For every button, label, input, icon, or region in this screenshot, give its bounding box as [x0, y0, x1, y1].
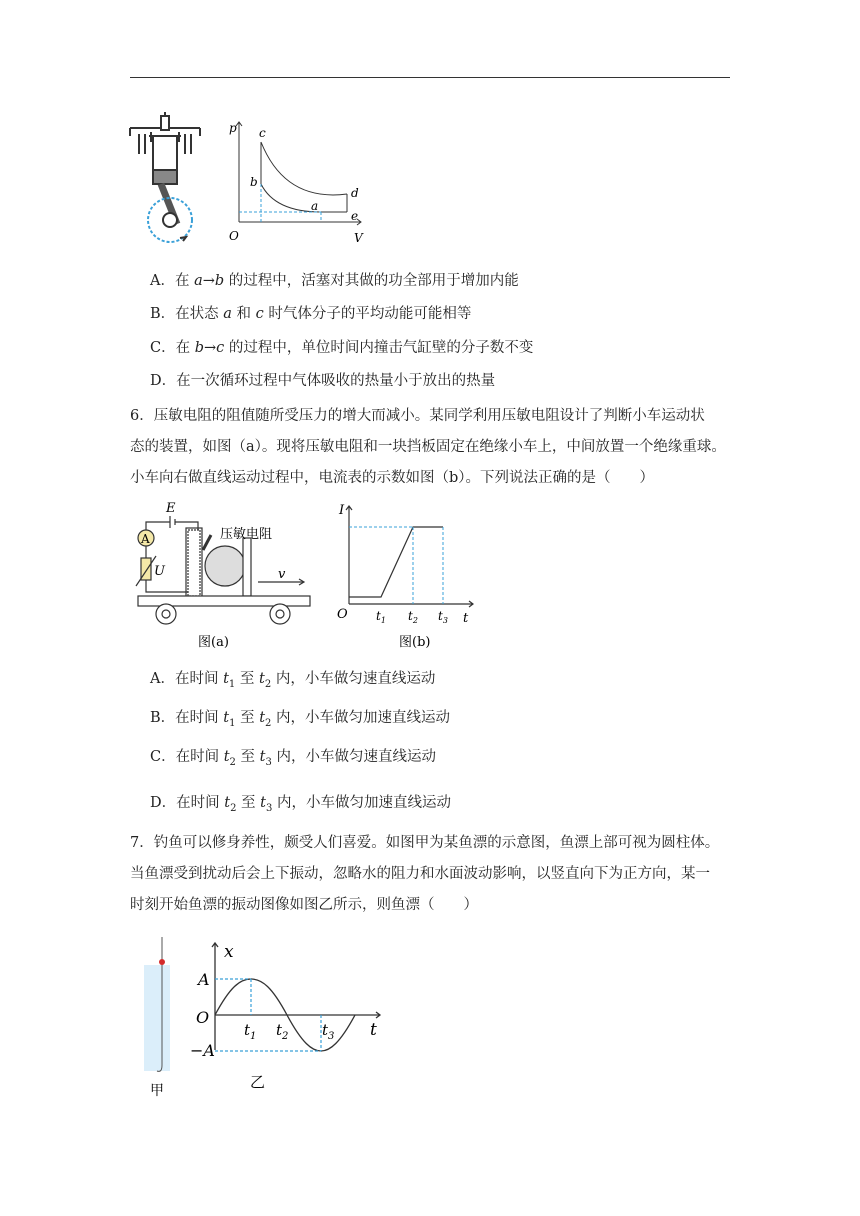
t2-tick: $t_2$: [408, 609, 418, 625]
figure-jia-label: 甲: [150, 1083, 164, 1099]
u-label: U: [154, 564, 165, 579]
engine-pv-figure: [125, 112, 375, 247]
header-rule: [130, 77, 730, 78]
q6-option-c: C．在时间 $t_2$ 至 $t_3$ 内，小车做匀速直线运动: [150, 749, 436, 768]
q6-stem: 6．压敏电阻的阻值随所受压力的增大而减小。某同学利用压敏电阻设计了判断小车运动状 态的装置，如图（a）。现将压敏电阻和一块挡板固定在绝缘小车上，中间放置一个绝缘重球。 小车向右做直线运动过程中，电流表的示数如图（b）。下列说法正确的是（ ）: [130, 408, 726, 486]
i-axis-label: I: [339, 503, 345, 518]
t1-tick: $t_1$: [244, 1021, 257, 1042]
q5-option-d: D．在一次循环过程中气体吸收的热量小于放出的热量: [150, 373, 496, 389]
origin-label: O: [229, 229, 239, 243]
v-axis-label: V: [354, 231, 363, 245]
cart-circuit-figure: [128, 500, 313, 655]
neg-amplitude-label: −A: [190, 1041, 215, 1060]
water-region: [144, 965, 170, 1071]
t1-tick: $t_1$: [376, 609, 386, 625]
x-axis-label: x: [224, 942, 234, 962]
point-d-label: d: [351, 186, 359, 200]
figure-a-caption: 图(a): [198, 635, 229, 650]
q5-option-a: A．在 a→b 的过程中，活塞对其做的功全部用于增加内能: [150, 273, 519, 289]
point-b-label: b: [250, 175, 258, 189]
q5-option-b: B．在状态 a 和 c 时气体分子的平均动能可能相等: [150, 306, 472, 322]
q5-option-c: C．在 b→c 的过程中，单位时间内撞击气缸壁的分子数不变: [150, 340, 534, 356]
current-time-graph: [333, 500, 483, 655]
figure-yi-label: 乙: [250, 1073, 266, 1091]
point-e-label: e: [351, 209, 359, 223]
emf-label: E: [166, 501, 176, 516]
piezoresistor-label: 压敏电阻: [220, 527, 273, 542]
t-axis-label: t: [463, 611, 469, 626]
t3-tick: $t_3$: [438, 609, 448, 625]
t2-tick: $t_2$: [276, 1021, 289, 1042]
point-c-label: c: [259, 126, 266, 140]
p-axis-label: p: [229, 121, 237, 135]
velocity-label: v: [278, 567, 286, 582]
q6-option-a: A．在时间 $t_1$ 至 $t_2$ 内，小车做匀速直线运动: [150, 671, 436, 690]
engine-icon: [130, 112, 200, 242]
ammeter-icon: A: [141, 532, 150, 546]
t-axis-label: t: [370, 1020, 377, 1040]
figure-b-caption: 图(b): [399, 635, 431, 650]
float-oscillation-figure: [140, 935, 400, 1105]
origin-label: O: [337, 607, 348, 622]
origin-label: O: [196, 1008, 210, 1027]
amplitude-label: A: [198, 970, 210, 989]
q6-option-b: B．在时间 $t_1$ 至 $t_2$ 内，小车做匀加速直线运动: [150, 710, 450, 729]
q6-option-d: D．在时间 $t_2$ 至 $t_3$ 内，小车做匀加速直线运动: [150, 795, 451, 814]
q7-stem: 7．钓鱼可以修身养性，颇受人们喜爱。如图甲为某鱼漂的示意图，鱼漂上部可视为圆柱体。 当鱼漂受到扰动后会上下振动，忽略水的阻力和水面波动影响，以竖直向下为正方向，某一 时刻开始鱼漂的振动图像如图乙所示，则鱼漂（ ）: [130, 835, 720, 913]
t3-tick: $t_3$: [322, 1021, 335, 1042]
point-a-label: a: [311, 199, 319, 213]
